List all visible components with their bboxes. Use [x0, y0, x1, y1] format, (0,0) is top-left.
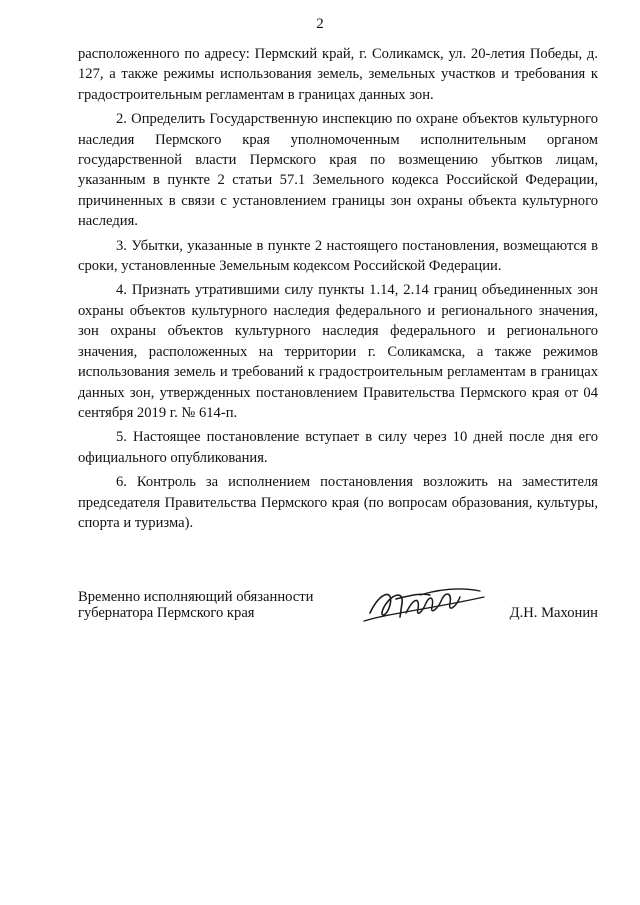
- signature-block: [78, 589, 598, 629]
- paragraph-item-2: 2. Определить Государственную инспекцию по охране объектов культурного наследия Пермского края уполномоченным исполнительным органом государственной власти Пермского края по возмещению убытков лицам, указанным в пункте 2 статьи 57.1 Земельного кодекса Российской Федерации, причиненных в связи с установлением границы зон охраны объекта культурного наследия.: [78, 111, 598, 230]
- signer-name: Д.Н. Махонин: [509, 605, 598, 621]
- paragraph-item-4: 4. Признать утратившими силу пункты 1.14, 2.14 границ объединенных зон охраны объектов культурного наследия федерального и регионального значения, зон охраны объектов культурного наследия федерального и регионального значения, расположенных на территории г. Соликамска, а также режимов использования земель и требований к градостроительным регламентам в границах данных зон, утвержденных постановлением Правительства Пермского края от 04 сентября 2019 г. № 614-п.: [78, 282, 598, 421]
- handwritten-signature: [360, 583, 490, 627]
- paragraph-continuation: расположенного по адресу: Пермский край, г. Соликамск, ул. 20-летия Победы, д. 127, а также режимы использования земель, земельных участков и требования к градостроительным регламентам в границах данных зон.: [78, 46, 598, 103]
- page-number: 2: [316, 16, 324, 32]
- document-body: [78, 44, 598, 537]
- paragraph-item-3: 3. Убытки, указанные в пункте 2 настоящего постановления, возмещаются в сроки, установленные Земельным кодексом Российской Федерации.: [78, 237, 598, 275]
- paragraph-item-5: 5. Настоящее постановление вступает в силу через 10 дней после дня его официального опубликования.: [78, 429, 598, 466]
- signer-title: [78, 589, 338, 621]
- signer-title-line-2: губернатора Пермского края: [78, 605, 255, 621]
- signer-title-line-1: Временно исполняющий обязанности: [78, 589, 314, 605]
- paragraph-item-6: 6. Контроль за исполнением постановления возложить на заместителя председателя Правительства Пермского края (по вопросам образования, культуры, спорта и туризма).: [78, 474, 598, 531]
